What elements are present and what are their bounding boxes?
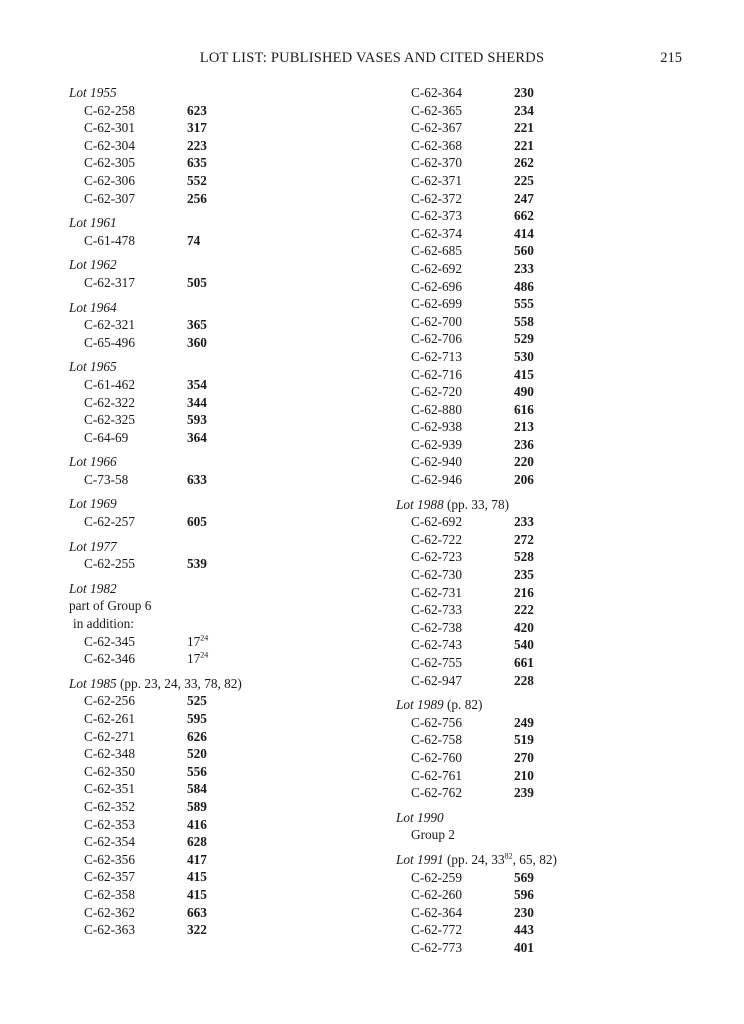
catalogue-number: 401	[514, 939, 534, 955]
catalogue-number: 235	[514, 567, 534, 583]
lot-entry-row	[396, 348, 686, 366]
catalogue-number: 552	[187, 172, 207, 188]
lot-heading	[69, 495, 359, 513]
catalogue-number: 233	[514, 514, 534, 530]
lot-continuation	[396, 84, 686, 489]
lot-entry-row	[396, 869, 686, 887]
lot-pages: (pp. 24, 33	[443, 851, 505, 867]
catalogue-number: 272	[514, 531, 534, 547]
inventory-number: C-62-760	[411, 749, 462, 765]
catalogue-number: 505	[187, 274, 207, 290]
lot-entry-row	[396, 548, 686, 566]
lot-entry-row	[69, 102, 359, 120]
catalogue-number: $17^{24}$	[187, 633, 209, 649]
catalogue-number: 662	[514, 208, 534, 224]
inventory-number: C-62-365	[411, 102, 462, 118]
lot-name: Lot 1989	[396, 697, 444, 713]
inventory-number: C-62-257	[84, 514, 135, 530]
inventory-number: C-62-368	[411, 137, 462, 153]
inventory-number: C-62-363	[84, 922, 135, 938]
lot-entry-row	[69, 471, 359, 489]
catalogue-number: 344	[187, 394, 207, 410]
inventory-number: C-62-700	[411, 313, 462, 329]
lot-block	[69, 580, 359, 668]
inventory-number: C-62-713	[411, 348, 462, 364]
inventory-number: C-62-743	[411, 637, 462, 653]
catalogue-number: 593	[187, 412, 207, 428]
lot-entry-row	[69, 904, 359, 922]
lot-entry-row	[396, 566, 686, 584]
lot-heading	[69, 453, 359, 471]
catalogue-number: 443	[514, 922, 534, 938]
catalogue-number: 558	[514, 313, 534, 329]
inventory-number: C-62-696	[411, 278, 462, 294]
inventory-number: C-73-58	[84, 471, 129, 487]
lot-entry-row	[69, 886, 359, 904]
catalogue-number: 236	[514, 436, 534, 452]
catalogue-number: 628	[187, 834, 207, 850]
catalogue-number: 74	[187, 232, 201, 248]
catalogue-number: 569	[514, 869, 534, 885]
catalogue-number: 221	[514, 137, 534, 153]
inventory-number: C-62-685	[411, 243, 462, 259]
inventory-number: C-62-304	[84, 137, 135, 153]
lot-entry-row	[396, 295, 686, 313]
lot-entry-row	[69, 429, 359, 447]
note-text: part of Group 6	[69, 598, 152, 614]
inventory-number: C-62-325	[84, 412, 135, 428]
inventory-number: C-62-692	[411, 260, 462, 276]
catalogue-number: 414	[514, 225, 534, 241]
lot-entry-row	[396, 453, 686, 471]
inventory-number: C-62-322	[84, 394, 135, 410]
lot-block	[69, 675, 359, 939]
inventory-number: C-62-940	[411, 454, 462, 470]
lot-entry-row	[69, 137, 359, 155]
inventory-number: C-62-350	[84, 763, 135, 779]
catalogue-number: 225	[514, 172, 534, 188]
inventory-number: C-62-370	[411, 155, 462, 171]
catalogue-number: 216	[514, 584, 534, 600]
catalogue-number: 230	[514, 904, 534, 920]
lot-entry-row	[396, 531, 686, 549]
footnote-ref: 24	[200, 650, 209, 660]
lot-entry-row	[69, 728, 359, 746]
inventory-number: C-62-946	[411, 472, 462, 488]
inventory-number: C-61-478	[84, 232, 135, 248]
lot-entry-row	[69, 692, 359, 710]
lot-block	[69, 256, 359, 291]
inventory-number: C-62-374	[411, 225, 462, 241]
catalogue-number: 633	[187, 471, 207, 487]
left-column	[69, 84, 359, 946]
catalogue-number: 228	[514, 672, 534, 688]
inventory-number: C-62-371	[411, 172, 462, 188]
catalogue-number: 360	[187, 334, 207, 350]
inventory-number: C-62-733	[411, 602, 462, 618]
lot-entry-row	[69, 232, 359, 250]
lot-block	[69, 299, 359, 352]
page-title: LOT LIST: PUBLISHED VASES AND CITED SHERDS	[199, 50, 545, 66]
catalogue-number: 220	[514, 454, 534, 470]
lot-block	[396, 809, 686, 844]
lot-entry-row	[396, 904, 686, 922]
catalogue-number: 595	[187, 711, 207, 726]
lot-entry-row	[396, 636, 686, 654]
inventory-number: C-61-462	[84, 376, 135, 392]
inventory-number: C-62-372	[411, 190, 462, 206]
inventory-number: C-62-947	[411, 672, 462, 688]
lot-entry-row	[69, 798, 359, 816]
catalogue-number: 354	[187, 376, 207, 392]
lot-entry-row	[396, 654, 686, 672]
inventory-number: C-62-259	[411, 869, 462, 885]
lot-entry-row	[69, 763, 359, 781]
lot-entry-row	[69, 833, 359, 851]
catalogue-number: 223	[187, 137, 207, 153]
inventory-number: C-62-351	[84, 781, 135, 797]
lot-entry-row	[396, 207, 686, 225]
inventory-number: C-62-362	[84, 904, 135, 920]
inventory-number: C-62-357	[84, 869, 135, 885]
catalogue-number: 222	[514, 602, 534, 618]
inventory-number: C-62-348	[84, 746, 135, 762]
lot-entry-row	[396, 921, 686, 939]
lot-entry-row	[396, 225, 686, 243]
lot-heading	[69, 538, 359, 556]
catalogue-number: 663	[187, 904, 207, 920]
lot-block	[69, 358, 359, 446]
lot-entry-row	[396, 172, 686, 190]
lot-name: Lot 1961	[69, 215, 117, 231]
lot-entry-row	[396, 366, 686, 384]
inventory-number: C-62-301	[84, 120, 135, 136]
lot-pages: , 65, 82)	[512, 851, 557, 867]
inventory-number: C-62-271	[84, 728, 135, 744]
inventory-number: C-62-306	[84, 172, 135, 188]
inventory-number: C-62-364	[411, 85, 462, 100]
lot-entry-row	[69, 633, 359, 651]
catalogue-number: 529	[514, 331, 534, 347]
footnote-ref: 82	[504, 851, 513, 861]
catalogue-number: 605	[187, 514, 207, 530]
catalogue-number: 415	[187, 886, 207, 902]
lot-name: Lot 1964	[69, 299, 117, 315]
catalogue-number: 221	[514, 120, 534, 136]
lot-entry-row	[396, 313, 686, 331]
lot-entry-row	[396, 383, 686, 401]
lot-entry-row	[69, 868, 359, 886]
catalogue-number: 626	[187, 728, 207, 744]
catalogue-number: 519	[514, 732, 534, 748]
inventory-number: C-62-364	[411, 904, 462, 920]
inventory-number: C-62-256	[84, 693, 135, 709]
lot-heading	[396, 809, 686, 827]
lot-name: Lot 1966	[69, 454, 117, 470]
lot-block	[396, 851, 686, 957]
catalogue-number: 234	[514, 102, 534, 118]
lot-entry-row	[69, 376, 359, 394]
inventory-number: C-62-358	[84, 886, 135, 902]
catalogue-number: 556	[187, 763, 207, 779]
inventory-number: C-62-731	[411, 584, 462, 600]
inventory-number: C-62-706	[411, 331, 462, 347]
catalogue-number: 635	[187, 155, 207, 171]
catalogue-number: 540	[514, 637, 534, 653]
lot-entry-row	[396, 137, 686, 155]
catalogue-number: 206	[514, 472, 534, 488]
lot-entry-row	[396, 436, 686, 454]
inventory-number: C-62-938	[411, 419, 462, 435]
inventory-number: C-62-305	[84, 155, 135, 171]
lot-name: Lot 1991	[396, 851, 444, 867]
lot-entry-row	[396, 330, 686, 348]
lot-heading	[69, 580, 359, 598]
catalogue-number: 262	[514, 155, 534, 171]
catalogue-number: 270	[514, 749, 534, 765]
inventory-number: C-62-723	[411, 549, 462, 565]
lot-name: Lot 1969	[69, 496, 117, 512]
lot-block	[396, 696, 686, 802]
inventory-number: C-62-367	[411, 120, 462, 136]
catalogue-number: 230	[514, 85, 534, 100]
lot-name: Lot 1990	[396, 809, 444, 825]
lot-entry-row	[396, 619, 686, 637]
lot-name: Lot 1985	[69, 675, 117, 691]
lot-pages: (pp. 33, 78)	[443, 496, 510, 512]
catalogue-number: 256	[187, 190, 207, 206]
lot-entry-row	[69, 172, 359, 190]
lot-entry-row	[69, 334, 359, 352]
lot-heading	[396, 851, 686, 869]
inventory-number: C-62-758	[411, 732, 462, 748]
catalogue-number: 233	[514, 260, 534, 276]
lot-entry-row	[69, 650, 359, 668]
note-text: in addition:	[73, 616, 134, 632]
lot-entry-row	[396, 154, 686, 172]
lot-entry-row	[396, 731, 686, 749]
inventory-number: C-62-738	[411, 619, 462, 635]
lot-entry-row	[69, 780, 359, 798]
lot-entry-row	[396, 102, 686, 120]
catalogue-number: 415	[514, 366, 534, 382]
catalogue-number: 490	[514, 384, 534, 400]
lot-entry-row	[396, 714, 686, 732]
inventory-number: C-62-730	[411, 567, 462, 583]
lot-entry-row	[69, 745, 359, 763]
catalogue-number: 520	[187, 746, 207, 762]
running-head	[0, 50, 744, 70]
page-number: 215	[660, 50, 682, 66]
inventory-number: C-62-345	[84, 633, 135, 649]
inventory-number: C-62-261	[84, 711, 135, 726]
catalogue-number: 560	[514, 243, 534, 259]
inventory-number: C-64-69	[84, 429, 129, 445]
lot-group	[396, 826, 686, 844]
lot-heading	[69, 358, 359, 376]
lot-entry-row	[69, 555, 359, 573]
inventory-number: C-62-699	[411, 296, 462, 312]
lot-heading	[69, 84, 359, 102]
catalogue-number: 365	[187, 317, 207, 333]
inventory-number: C-62-772	[411, 922, 462, 938]
catalogue-number: 416	[187, 816, 207, 832]
lot-entry-row	[69, 154, 359, 172]
lot-entry-row	[396, 939, 686, 957]
inventory-number: C-62-720	[411, 384, 462, 400]
lot-entry-row	[396, 119, 686, 137]
inventory-number: C-62-255	[84, 556, 135, 572]
inventory-number: C-62-260	[411, 887, 462, 903]
inventory-number: C-62-321	[84, 317, 135, 333]
lot-block	[69, 214, 359, 249]
catalogue-number: 589	[187, 798, 207, 814]
lot-block	[69, 453, 359, 488]
lot-name: Lot 1962	[69, 257, 117, 273]
lot-entry-row	[396, 278, 686, 296]
catalogue-number: 555	[514, 296, 534, 312]
inventory-number: C-62-880	[411, 401, 462, 417]
lot-block	[69, 495, 359, 530]
group-text: Group 2	[411, 827, 455, 843]
footnote-ref: 24	[200, 633, 209, 643]
catalogue-number: 525	[187, 693, 207, 709]
lot-name: Lot 1988	[396, 496, 444, 512]
lot-entry-row	[69, 190, 359, 208]
lot-entry-row	[396, 471, 686, 489]
lot-entry-row	[396, 672, 686, 690]
inventory-number: C-62-761	[411, 767, 462, 783]
catalogue-number: 249	[514, 714, 534, 730]
catalogue-number: 317	[187, 120, 207, 136]
inventory-number: C-62-258	[84, 102, 135, 118]
catalogue-number: 420	[514, 619, 534, 635]
inventory-number: C-65-496	[84, 334, 135, 350]
lot-note	[69, 615, 359, 633]
catalogue-number: 364	[187, 429, 207, 445]
inventory-number: C-62-307	[84, 190, 135, 206]
catalogue-number: 528	[514, 549, 534, 565]
inventory-number: C-62-756	[411, 714, 462, 730]
lot-name: Lot 1965	[69, 359, 117, 375]
lot-block	[69, 538, 359, 573]
inventory-number: C-62-939	[411, 436, 462, 452]
lot-entry-row	[69, 816, 359, 834]
lot-entry-row	[396, 84, 686, 102]
lot-entry-row	[396, 601, 686, 619]
catalogue-number: 210	[514, 767, 534, 783]
inventory-number: C-62-353	[84, 816, 135, 832]
lot-block	[396, 496, 686, 690]
lot-pages: (pp. 23, 24, 33, 78, 82)	[116, 675, 242, 691]
inventory-number: C-62-773	[411, 939, 462, 955]
lot-pages: (p. 82)	[443, 697, 483, 713]
lot-heading	[69, 214, 359, 232]
lot-entry-row	[69, 921, 359, 939]
lot-entry-row	[69, 411, 359, 429]
lot-note	[69, 597, 359, 615]
lot-entry-row	[396, 784, 686, 802]
lot-name: Lot 1977	[69, 538, 117, 554]
catalogue-number: 530	[514, 348, 534, 364]
inventory-number: C-62-762	[411, 785, 462, 801]
inventory-number: C-62-722	[411, 531, 462, 547]
lot-entry-row	[396, 260, 686, 278]
catalogue-number: 322	[187, 922, 207, 938]
lot-entry-row	[396, 190, 686, 208]
lot-entry-row	[396, 767, 686, 785]
inventory-number: C-62-346	[84, 651, 135, 667]
lot-entry-row	[396, 418, 686, 436]
lot-heading	[69, 299, 359, 317]
lot-entry-row	[69, 513, 359, 531]
inventory-number: C-62-352	[84, 798, 135, 814]
catalogue-number: 661	[514, 655, 534, 670]
lot-heading	[396, 696, 686, 714]
catalogue-number: 596	[514, 887, 534, 903]
catalogue-number: 539	[187, 556, 207, 572]
inventory-number: C-62-317	[84, 274, 135, 290]
inventory-number: C-62-716	[411, 366, 462, 382]
lot-entry-row	[69, 394, 359, 412]
lot-block	[69, 84, 359, 207]
lot-entry-row	[396, 401, 686, 419]
inventory-number: C-62-692	[411, 514, 462, 530]
lot-heading	[69, 675, 359, 693]
inventory-number: C-62-373	[411, 208, 462, 224]
lot-entry-row	[396, 242, 686, 260]
catalogue-number: $17^{24}$	[187, 650, 209, 667]
inventory-number: C-62-354	[84, 834, 135, 850]
catalogue-number: 486	[514, 278, 534, 294]
catalogue-number: 239	[514, 785, 534, 801]
catalogue-number: 616	[514, 401, 534, 417]
lot-entry-row	[396, 749, 686, 767]
lot-entry-row	[69, 710, 359, 728]
lot-name: Lot 1955	[69, 85, 117, 100]
lot-entry-row	[69, 851, 359, 869]
inventory-number: C-62-356	[84, 851, 135, 867]
catalogue-number: 415	[187, 869, 207, 885]
catalogue-number: 247	[514, 190, 534, 206]
lot-entry-row	[396, 584, 686, 602]
lot-entry-row	[396, 886, 686, 904]
inventory-number: C-62-755	[411, 655, 462, 670]
lot-entry-row	[396, 513, 686, 531]
catalogue-number: 213	[514, 419, 534, 435]
catalogue-number: 417	[187, 851, 207, 867]
lot-entry-row	[69, 274, 359, 292]
lot-name: Lot 1982	[69, 580, 117, 596]
lot-heading	[69, 256, 359, 274]
lot-entry-row	[69, 119, 359, 137]
catalogue-number: 584	[187, 781, 207, 797]
lot-entry-row	[69, 316, 359, 334]
catalogue-number: 623	[187, 102, 207, 118]
right-column	[396, 84, 686, 964]
lot-heading	[396, 496, 686, 514]
